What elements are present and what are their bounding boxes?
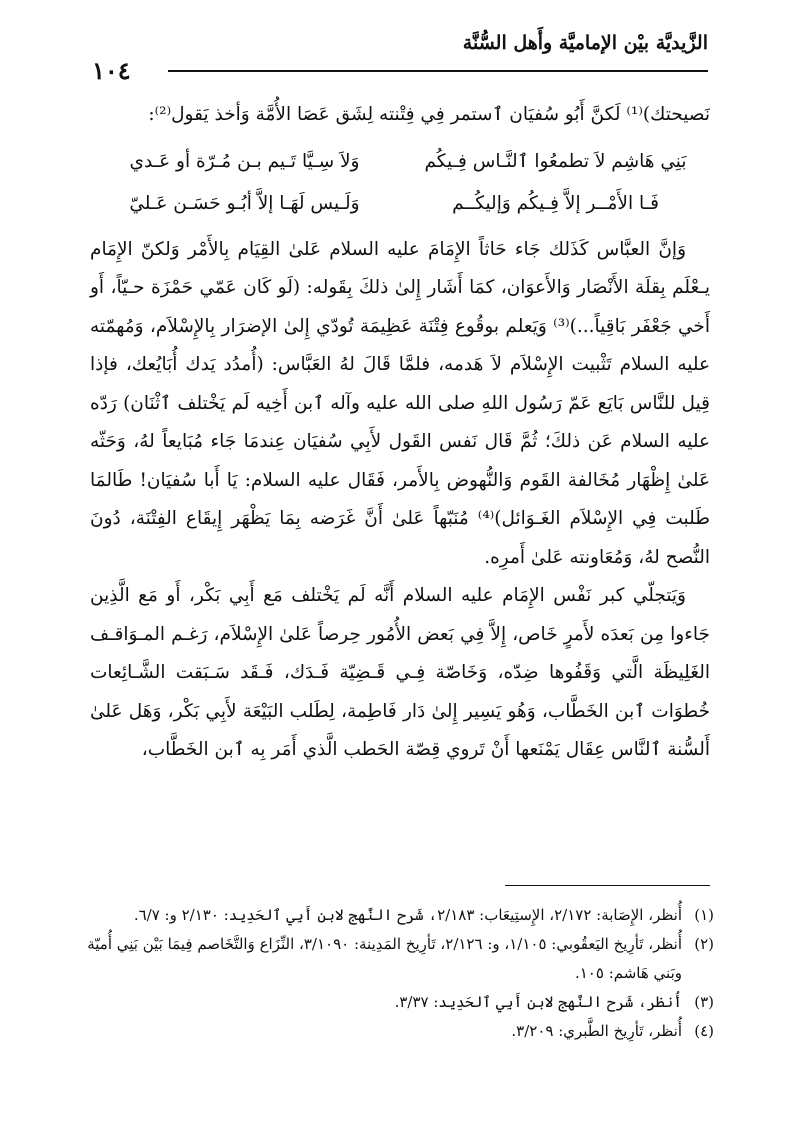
body-text bbox=[90, 96, 710, 770]
page-header bbox=[92, 26, 708, 85]
footnote-3 bbox=[80, 988, 714, 1017]
footnote-number: (٢) bbox=[694, 935, 714, 953]
footnote-rule bbox=[505, 885, 710, 886]
header-rule bbox=[168, 70, 708, 72]
verse-1-second-hemistich: وَلاَ سِـيَّا تَـيم بـن مُـرّة أو عَـدي bbox=[129, 150, 360, 172]
verse-1 bbox=[90, 141, 710, 183]
verse-2-second-hemistich: وَلَـيس لَهَـا إلاَّ أبُـو حَسَـن عَـليّ bbox=[129, 192, 360, 214]
paragraph-1: نَصيحتك)⁽¹⁾ لَكنَّ أَبُو سُفيَان ٱستمر فِي فِتْنته لِشَق عَصَا الأُمَّة وَأخذ يَقول⁽²⁾: bbox=[148, 104, 710, 125]
footnote-text: أُنظر، تَأرِيخ اليَعقُوبي: ١/١٠٥، و: ٢/١٢٦، تَأرِيخ المَدِينة: ٣/١٠٩٠، النِّزَاع وَالتَّخَاصم فِيمَا بَيْن بَنِي أُميّة وبَني هَاشم: ١٠٥. bbox=[87, 935, 682, 982]
verse-2 bbox=[90, 183, 710, 225]
verse-1-first-hemistich: بَنِي هَاشِم لاَ تطمعُوا ٱلنَّـاس فِـيكُم bbox=[424, 150, 687, 172]
poem bbox=[90, 141, 710, 225]
footnote-4 bbox=[80, 1017, 714, 1046]
running-title: الزَّيديَّة بيْن الإماميَّة وأَهل السُّنَّة bbox=[462, 32, 708, 54]
footnote-2 bbox=[80, 930, 714, 988]
paragraph-3: وَيَتجلّي كبر نَفْس الإِمَام عليه السلام أَنَّه لَم يَخْتلف مَع أَبِي بَكْر، أَو مَع الَّذِين جَاءوا مِن بَعدَه لأَمرٍ خَاص، إِلاَّ فِي بَعض الأُمُور حِرصاً عَلىٰ الإِسْلاَم، رَغـم المـوَاقـف الغَلِيظَة الَّتي وَقَفُوها ضِدّه، وَخَاصّة فِـي قَـضِيّة فَـدَك، فَـقَد سَـبَقت الشَّـائِعات خُطوَات ٱبن الخَطَّاب، وَهُو يَسِير إِلىٰ دَار فَاطِمة، لِطَلب البَيْعَة لأَبِي بَكْر، وَهَل عَلىٰ أَلسُّنة ٱلنَّاس عِقَال يَمْنَعها أَنْ تَروي قِصّة الحَطب الَّذي أَمَر بِه ٱبن الخَطَّاب، bbox=[90, 585, 710, 760]
footnotes bbox=[80, 901, 714, 1046]
page-number: ١٠٤ bbox=[92, 56, 131, 85]
footnote-1 bbox=[80, 901, 714, 930]
footnote-text: أُنظر، تَأرِيخ الطَّبري: ٣/٢٠٩. bbox=[511, 1022, 682, 1040]
footnote-number: (٣) bbox=[694, 993, 714, 1011]
verse-2-first-hemistich: فَـا الأَمْــر إلاَّ فِـيكُم وَإليكُــم bbox=[452, 192, 659, 214]
footnote-text: أُنظر، شَرح النَّهج لابن أَبِي ٱلحَدِيد: ٣/٣٧. bbox=[394, 993, 682, 1011]
paragraph-2: وَإنَّ العبَّاس كَذَلك جَاء حَاثاً الإِمَامَ عليه السلام عَلىٰ القِيَام بِالأَمْر وَلكنّ الإِمَام يـعْلَم بِقلَة الأَنْصَار وَالأَعوَان، كمَا أَشَار إِلىٰ ذلكَ بِقَوله: (لَو كَان عَمّي حَمْزَة حـيّاً، أَو أَخي جَعْفَر بَاقِياً...)⁽³⁾ وَيَعلم بوقُوع فِتْنَة عَظِيمَة تُودّي إِلىٰ الإضرَار بِالإِسْلاَم، وَمُهمّته عليه السلام تَثْبيت الإِسْلاَم لاَ هَدمه، فلمَّا قَالَ لهُ العَبَّاس: (أُمدُد يَدك أُبَايُعك، فإذا قِيل للنَّاس بَايَع عَمّ رَسُول اللهِ صلى الله عليه وآله ٱبن أَخِيه لَم يَخْتلف ٱثْنَان) رَدّه عليه السلام عَن ذلكَ؛ ثُمَّ قَال نَفس القَول لأَبِي سُفيَان عِندمَا جَاء مُبَايعاً لهُ، وَحَثّه عَلىٰ إِظْهَار مُخَالفة القَوم وَالنُّهوض بِالأَمر، فَقَال عليه السلام: يَا أَبا سُفيَان! طَالمَا طَلبت فِي الإِسْلاَم الغَـوَائل)⁽⁴⁾ مُنَبّهاً عَلىٰ أَنَّ غَرَضه بِمَا يَظْهَر إِيقَاع الفِتْنَة، دُونَ النُّصح لهُ، وَمُعَاونته عَلىٰ أَمرِه. bbox=[90, 238, 710, 568]
footnote-number: (١) bbox=[694, 906, 714, 924]
footnote-number: (٤) bbox=[694, 1022, 714, 1040]
footnote-text: أُنظر، الإِصَابة: ٢/١٧٢، الإِستِيعَاب: ٢/١٨٣، شَرح النَّهج لابن أَبِي ٱلحَدِيد: ٢/١٣٠ و: ٦/٧. bbox=[133, 906, 682, 924]
